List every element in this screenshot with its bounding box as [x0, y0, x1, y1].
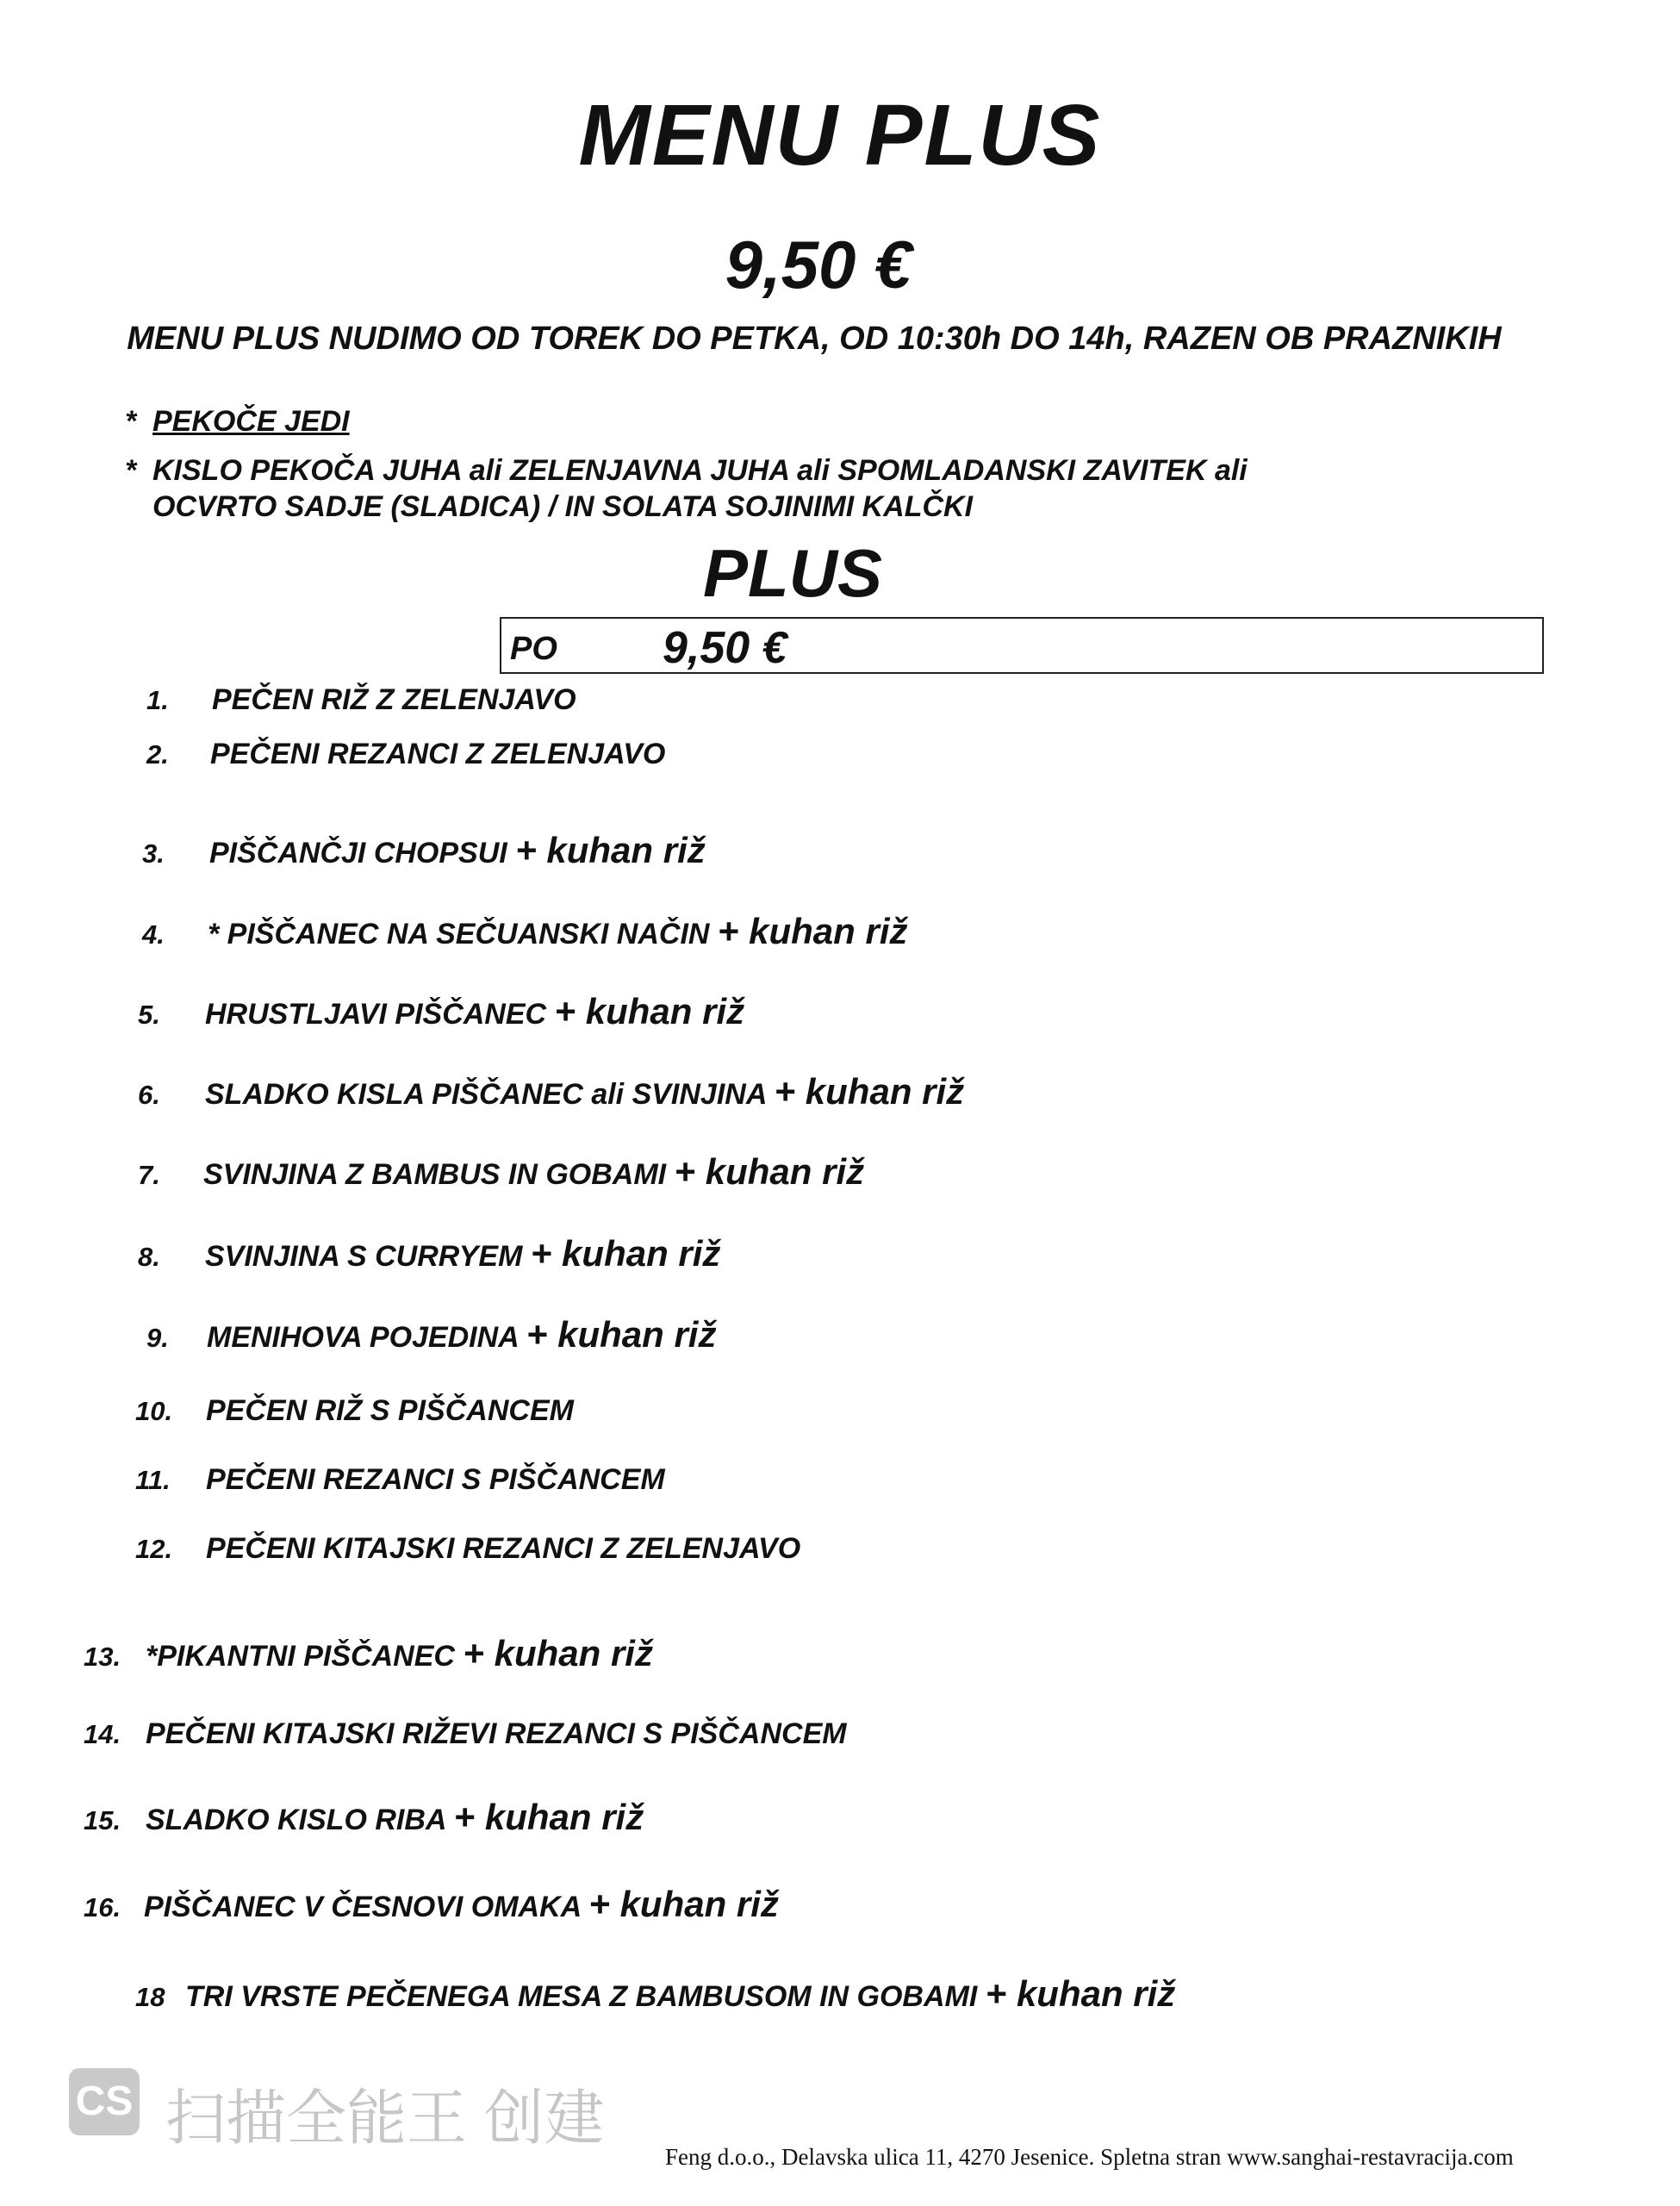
- po-price-box: [500, 617, 1544, 674]
- menu-price: 9,50 €: [725, 227, 912, 302]
- item-name: *PIKANTNI PIŠČANEC: [146, 1640, 455, 1673]
- item-number: 18: [135, 1982, 165, 2012]
- bullet-star: *: [125, 405, 137, 438]
- item-extra: + kuhan riž: [526, 1314, 717, 1355]
- sides-line2: OCVRTO SADJE (SLADICA) / IN SOLATA SOJINIMI KALČKI: [152, 490, 974, 523]
- item-name: PIŠČANČJI CHOPSUI: [209, 837, 507, 869]
- po-label: PO: [510, 631, 557, 667]
- item-number: 2.: [146, 739, 169, 770]
- item-name: SLADKO KISLA PIŠČANEC ali SVINJINA: [205, 1078, 767, 1111]
- item-extra: + kuhan riž: [530, 1233, 721, 1274]
- item-name: MENIHOVA POJEDINA: [207, 1321, 519, 1354]
- item-name: PIŠČANEC V ČESNOVI OMAKA: [144, 1891, 581, 1923]
- plus-heading: PLUS: [702, 535, 883, 611]
- item-number: 6.: [138, 1080, 160, 1110]
- item-extra: + kuhan riž: [774, 1071, 965, 1112]
- item-name: PEČENI REZANCI Z ZELENJAVO: [210, 738, 666, 770]
- item-extra: + kuhan riž: [985, 1973, 1176, 2014]
- menu-item: [138, 1071, 964, 1112]
- menu-item: [135, 1973, 1175, 2015]
- menu-item: [146, 738, 665, 771]
- menu-item: [84, 1717, 847, 1751]
- item-name: SVINJINA Z BAMBUS IN GOBAMI: [203, 1158, 667, 1191]
- item-number: 13.: [84, 1642, 121, 1672]
- item-extra: + kuhan riž: [554, 991, 745, 1031]
- po-price: 9,50 €: [663, 623, 787, 673]
- item-number: 7.: [138, 1160, 160, 1190]
- item-extra: + kuhan riž: [463, 1633, 653, 1673]
- menu-item: [84, 1797, 644, 1838]
- item-name: TRI VRSTE PEČENEGA MESA Z BAMBUSOM IN GOBAMI: [185, 1980, 978, 2013]
- menu-item: [138, 1233, 720, 1274]
- item-name: SVINJINA S CURRYEM: [205, 1240, 523, 1273]
- menu-item: [138, 1151, 864, 1193]
- spicy-label: PEKOČE JEDI: [152, 405, 350, 438]
- menu-item: [142, 911, 907, 952]
- menu-item: [135, 1394, 574, 1428]
- item-name: PEČEN RIŽ Z ZELENJAVO: [212, 683, 576, 716]
- menu-item: [84, 1884, 779, 1925]
- bullet-star: *: [125, 454, 137, 487]
- item-extra: + kuhan riž: [674, 1151, 865, 1192]
- menu-item: [138, 991, 744, 1032]
- menu-item: [135, 1463, 665, 1497]
- item-name: * PIŠČANEC NA SEČUANSKI NAČIN: [208, 918, 710, 950]
- menu-item: [135, 1532, 800, 1566]
- item-number: 11.: [135, 1465, 171, 1495]
- footer-address: Feng d.o.o., Delavska ulica 11, 4270 Jesenice. Spletna stran www.sanghai-restavracija.com: [665, 2144, 1514, 2170]
- item-name: PEČENI KITAJSKI REZANCI Z ZELENJAVO: [206, 1532, 801, 1565]
- item-extra: + kuhan riž: [453, 1797, 644, 1837]
- menu-item: [84, 1633, 653, 1674]
- item-number: 4.: [142, 919, 165, 950]
- item-name: PEČEN RIŽ S PIŠČANCEM: [206, 1394, 574, 1427]
- item-name: SLADKO KISLO RIBA: [146, 1804, 446, 1836]
- item-name: PEČENI REZANCI S PIŠČANCEM: [206, 1463, 665, 1496]
- item-number: 8.: [138, 1242, 160, 1272]
- item-extra: + kuhan riž: [588, 1884, 779, 1924]
- item-number: 14.: [84, 1719, 121, 1749]
- item-number: 12.: [135, 1534, 173, 1564]
- item-number: 9.: [146, 1323, 169, 1353]
- bullet-sides: [125, 452, 1331, 525]
- item-number: 16.: [84, 1892, 121, 1922]
- item-number: 5.: [138, 1000, 160, 1030]
- menu-item: [142, 830, 706, 871]
- item-number: 3.: [142, 838, 165, 869]
- menu-item: [146, 1314, 716, 1355]
- item-extra: + kuhan riž: [515, 830, 706, 870]
- menu-title: MENU PLUS: [578, 87, 1102, 184]
- item-name: HRUSTLJAVI PIŠČANEC: [205, 998, 547, 1031]
- bullet-spicy: [125, 403, 350, 439]
- item-number: 15.: [84, 1805, 121, 1835]
- scanner-logo-icon: CS: [69, 2068, 140, 2135]
- item-name: PEČENI KITAJSKI RIŽEVI REZANCI S PIŠČANCEM: [146, 1717, 847, 1750]
- sides-line1: KISLO PEKOČA JUHA ali ZELENJAVNA JUHA ali SPOMLADANSKI ZAVITEK ali: [152, 454, 1248, 487]
- menu-intro: MENU PLUS NUDIMO OD TOREK DO PETKA, OD 10:30h DO 14h, RAZEN OB PRAZNIKIH: [127, 321, 1502, 357]
- item-number: 1.: [146, 685, 169, 715]
- item-extra: + kuhan riž: [717, 911, 908, 951]
- item-number: 10.: [135, 1396, 173, 1426]
- menu-item: [146, 683, 576, 717]
- scanner-watermark: 扫描全能王 创建: [165, 2084, 605, 2152]
